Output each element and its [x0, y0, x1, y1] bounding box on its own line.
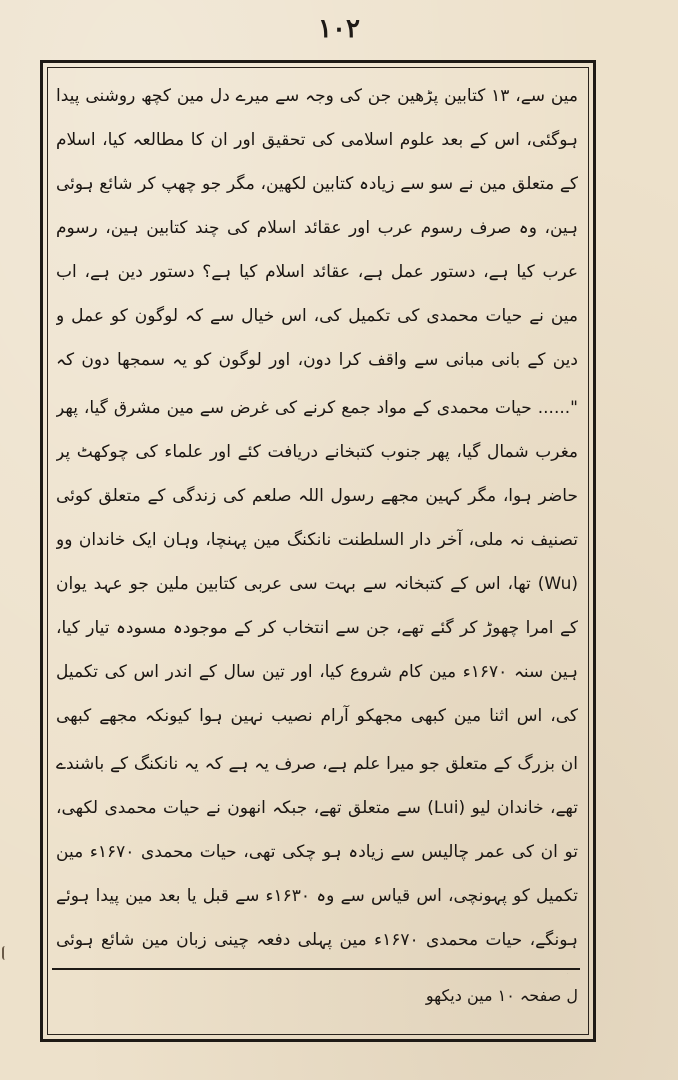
footnote: ل صفحہ ۱۰ مین دیکھو — [425, 986, 578, 1005]
page-number: ۱۰۲ — [318, 14, 360, 44]
paragraph-2-quotation: "...... حیات محمدی کے مواد جمع کرنے کی غرض سے مین مشرق گیا، پھر مغرب شمال گیا، پھر جنوب کتبخانے دریافت کئے اور علماء کی چوکھٹ پر حاضر ہوا، مگر کہین مجھے رسول اللہ صلعم کی زندگی کے متعلق کوئی تصنیف نہ ملی، آخر دار السلطنت نانکنگ مین پہنچا، وہان ایک خاندان وو (Wu) تھا، اس کے کتبخانہ سے بہت سی عربی کتابین ملین جو عہد یوان کے امرا چھوڑ کر گئے تھے، جن سے انتخاب کر کے موجودہ مسودہ تیار کیا، ہین سنہ ۱۶۷۰ء مین کام شروع کیا، اور تین سال کے اندر اس کی تکمیل کی، اس اثنا مین کبھی مجھکو آرام نصیب نہین ہوا کیونکہ مجھے کبھی — [56, 398, 578, 726]
footnote-divider — [52, 968, 580, 970]
paragraph-1: مین سے، ۱۳ کتابین پڑھین جن کی وجہ سے میرے دل مین کچھ روشنی پیدا ہوگئی، اس کے بعد علوم اسلامی کی تحقیق اور ان کا مطالعہ کیا، اسلام کے متعلق مین نے سو سے زیادہ کتابین لکھین، مگر جو چھپ کر شائع ہوئی ہین، وہ صرف رسوم عرب اور عقائد اسلام کی چند کتابین ہین، رسوم عرب کیا ہے، دستور عمل ہے، عقائد اسلام کیا ہے؟ دستور دین ہے، اب مین نے حیات محمدی کی تکمیل کی، اس خیال سے کہ لوگون کو عمل و دین کے بانی مبانی سے واقف کرا دون، اور لوگون کو یہ سمجھا دون کہ — [56, 86, 578, 370]
page-edge-mark — [2, 946, 8, 960]
main-text-block — [56, 74, 578, 954]
paragraph-3: ان بزرگ کے متعلق جو میرا علم ہے، صرف یہ ہے کہ یہ نانکنگ کے باشندے تھے، خاندان لیو (Lui) سے متعلق تھے، جبکہ انھون نے حیات محمدی لکھی، تو ان کی عمر چالیس سے زیادہ ہو چکی تھی، حیات محمدی ۱۶۷۰ء مین تکمیل کو پہونچی، اس قیاس سے وہ ۱۶۳۰ء سے قبل یا بعد مین پیدا ہوئے ہونگے، حیات محمدی ۱۶۷۰ء مین پہلی دفعہ چینی زبان مین شائع ہوئی — [56, 754, 578, 950]
